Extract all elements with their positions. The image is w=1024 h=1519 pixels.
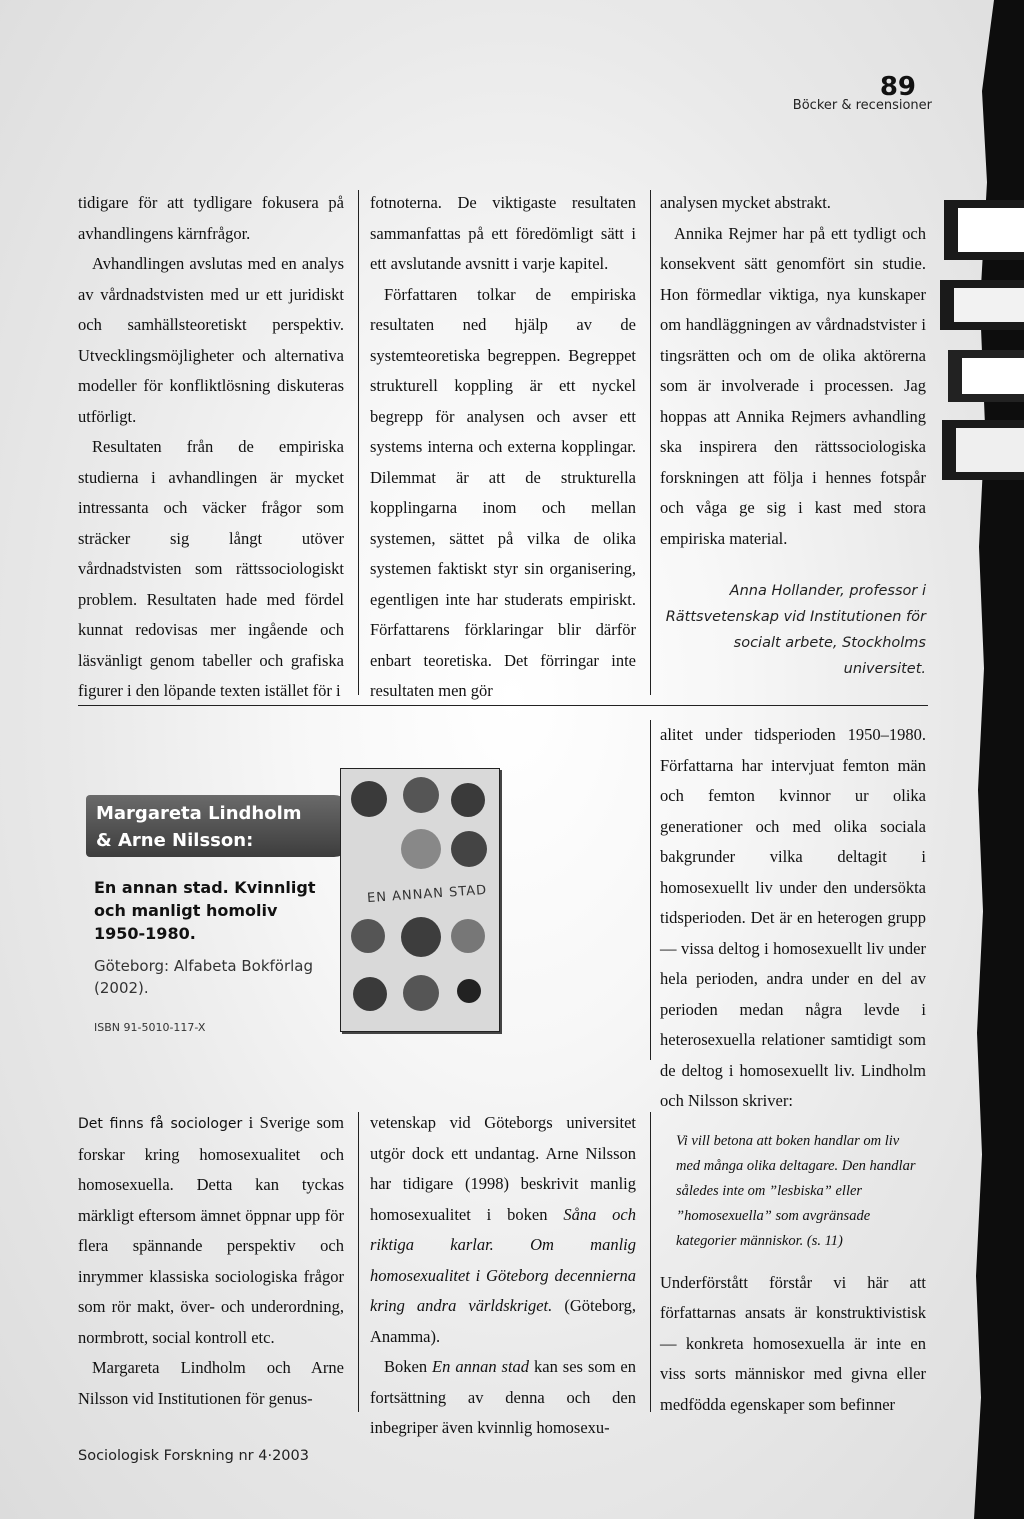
lead-in: Det finns få sociologer [78,1116,243,1132]
page-number: 89 [879,72,916,102]
column-divider [650,1112,651,1412]
book-info [94,876,334,1034]
section-title: Böcker & recensioner [792,98,932,113]
book-cover-image [340,768,500,1032]
block-quote: Vi vill betona att boken handlar om liv med många olika deltagare. Den handlar således inte om ”lesbiska” eller ”homosexuella” som avgränsade kategorier människor. (s. 11) [676,1132,916,1249]
paragraph-text: Boken [384,1357,433,1376]
column-divider [358,190,359,695]
paragraph: Resultaten från de empiriska studierna i avhandlingen är mycket intressanta och väcker frågor som sträcker sig långt utöver vårdnadstvisten som rättssociologiskt problem. Resultaten hade med fördel kunnat redovisas mer ingående och läsvänligt genom tabeller och grafiska figurer i den löpande texten istället för i [78,437,344,700]
book-publisher: Göteborg: Alfabeta Bokförlag (2002). [94,957,314,997]
top-column-3 [660,188,926,682]
authors-line-1: Margareta Lindholm [96,803,302,824]
paragraph [370,1108,636,1352]
cover-photo-circle [457,979,481,1003]
column-divider [650,190,651,695]
cover-photo-circle [403,777,439,813]
paragraph [78,1108,344,1353]
paragraph-text: kan ses som en fortsättning av denna och den inbegriper även kvinnlig homosexu- [370,1357,636,1437]
book-reference: En annan stad [432,1357,530,1376]
journal-footer: Sociologisk Forskning nr 4·2003 [78,1448,309,1464]
review-column-2 [370,1108,636,1444]
paragraph: Avhandlingen avslutas med en analys av vårdnadstvisten med ur ett juridiskt och samhällsteoretiskt perspektiv. Utvecklingsmöjligheter och alternativa modeller för konfliktlösning diskuteras utförligt. [78,254,344,426]
paragraph: analysen mycket abstrakt. [660,193,831,212]
paragraph-text: (Göteborg, Anamma). [370,1296,636,1346]
cover-title: EN ANNAN STAD [366,882,488,907]
authors-banner [86,795,352,857]
paragraph: fotnoterna. De viktigaste resultaten sammanfattas på ett föredömligt sätt i ett avslutande avsnitt i varje kapitel. [370,193,636,273]
cover-photo-circle [403,975,439,1011]
book-stack-illustration [934,170,1024,510]
paragraph-text: vetenskap vid Göteborgs universitet utgör dock ett undantag. Arne Nilsson har tidigare (1998) beskrivit manlig homosexualitet i boken [370,1113,636,1224]
review-signature: Anna Hollander, professor i Rättsvetenskap vid Institutionen för socialt arbete, Stockholms universitet. [665,583,926,677]
top-column-1 [78,188,344,707]
review-column-1 [78,1108,344,1414]
cover-photo-circle [353,977,387,1011]
book-reference: Såna och riktiga karlar. Om manlig homosexualitet i Göteborg decennierna kring andra världskriget. [370,1204,636,1315]
paragraph: tidigare för att tydligare fokusera på avhandlingens kärnfrågor. [78,193,344,243]
paragraph: alitet under tidsperioden 1950–1980. Författarna har intervjuat femton män och femton kvinnor ur olika generationer och med olika sociala bakgrunder vilka deltagit i homosexuellt liv under den undersökta tidsperioden. Det är en heterogen grupp — vissa deltog i homosexuellt liv under hela perioden, andra under en del av perioden medan några levde i heterosexuella relationer samtidigt som de deltog i homosexuellt liv. Lindholm och Nilsson skriver: [660,725,926,1110]
paragraph: Margareta Lindholm och Arne Nilsson vid Institutionen för genus- [78,1358,344,1408]
paragraph-text: i Sverige som forskar kring homosexualitet och homosexuella. Detta kan tyckas märkligt eftersom ämnet öppnar upp för flera spännande perspektiv och inrymmer klassiska sociologiska frågor som rör makt, över- och underordning, normbrott, social kontroll etc. [78,1113,344,1347]
paragraph: Underförstått förstår vi här att författarnas ansats är konstruktivistisk — konkreta homosexuella är inte en viss sorts människor med givna eller medfödda egenskaper som befinner [660,1272,926,1414]
paragraph [370,1352,636,1444]
paragraph: Annika Rejmer har på ett tydligt och konsekvent sätt genomfört sin studie. Hon förmedlar viktiga, nya kunskaper om handläggningen av vårdnadstvister i tingsrätten och om de olika aktörerna som är involverade i processen. Jag hoppas att Annika Rejmers avhandling ska inspirera den rättssociologiska forskningen att följa i hennes fotspår och våga ge sig i kast med stora empiriska material. [660,223,926,548]
authors-line-2: & Arne Nilsson: [96,830,254,851]
section-divider [78,705,928,706]
cover-photo-circle [451,783,485,817]
column-divider [358,1112,359,1412]
cover-photo-circle [401,829,441,869]
review-right-column [660,720,926,1420]
cover-photo-circle [351,781,387,817]
cover-photo-circle [451,919,485,953]
cover-photo-circle [451,831,487,867]
cover-photo-circle [351,919,385,953]
column-divider [650,720,651,1060]
book-title: En annan stad. Kvinnligt och manligt homoliv 1950-1980. [94,878,316,943]
paragraph: Författaren tolkar de empiriska resultaten ned hjälp av de systemteoretiska begreppen. Begreppet strukturell koppling är ett nyckel begrepp för analysen och avser ett systems interna och externa kopplingar. Dilemmat är att de strukturella kopplingarna inom och mellan systemen, sättet på vilka de olika systemen faktiskt styr sin organisering, egentligen inte har studerats empiriskt. Författarens förklaringar blir därför enbart teoretiska. Det förringar inte resultaten men gör [370,284,636,700]
top-column-2 [370,188,636,707]
book-isbn: ISBN 91-5010-117-X [94,1021,206,1034]
cover-photo-circle [401,917,441,957]
